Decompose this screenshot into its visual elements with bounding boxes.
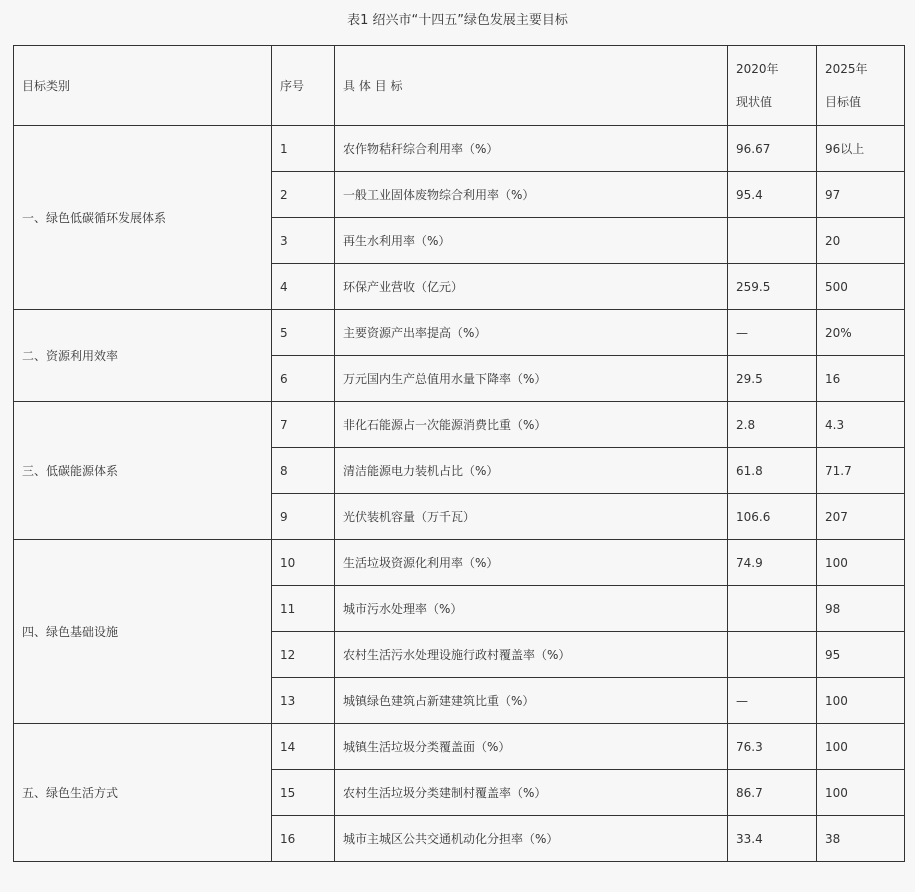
target-cell: 再生水利用率（%） [335, 218, 728, 264]
target-cell: 城镇绿色建筑占新建建筑比重（%） [335, 678, 728, 724]
target-cell: 农作物秸秆综合利用率（%） [335, 126, 728, 172]
header-goal-label: 目标值 [825, 94, 862, 109]
index-cell: 7 [272, 402, 335, 448]
index-cell: 2 [272, 172, 335, 218]
target-cell: 城市主城区公共交通机动化分担率（%） [335, 816, 728, 862]
index-cell: 5 [272, 310, 335, 356]
goal-value-cell: 100 [817, 724, 905, 770]
goal-value-cell: 100 [817, 770, 905, 816]
index-cell: 6 [272, 356, 335, 402]
header-category: 目标类别 [14, 46, 272, 126]
goal-value-cell: 20% [817, 310, 905, 356]
table-row [14, 310, 905, 356]
table-row [14, 540, 905, 586]
table-row [14, 724, 905, 770]
table-title: 表1 绍兴市“十四五”绿色发展主要目标 [347, 13, 568, 28]
current-value-cell: 74.9 [728, 540, 817, 586]
goal-value-cell: 38 [817, 816, 905, 862]
goal-value-cell: 98 [817, 586, 905, 632]
header-row [14, 46, 905, 126]
category-cell: 二、资源利用效率 [14, 310, 272, 402]
current-value-cell: 259.5 [728, 264, 817, 310]
table-row [14, 126, 905, 172]
target-cell: 主要资源产出率提高（%） [335, 310, 728, 356]
target-cell: 一般工业固体废物综合利用率（%） [335, 172, 728, 218]
target-cell: 非化石能源占一次能源消费比重（%） [335, 402, 728, 448]
target-cell: 万元国内生产总值用水量下降率（%） [335, 356, 728, 402]
category-cell: 五、绿色生活方式 [14, 724, 272, 862]
goal-value-cell: 95 [817, 632, 905, 678]
current-value-cell: — [728, 678, 817, 724]
index-cell: 4 [272, 264, 335, 310]
index-cell: 13 [272, 678, 335, 724]
current-value-cell [728, 218, 817, 264]
goal-value-cell: 500 [817, 264, 905, 310]
goal-value-cell: 16 [817, 356, 905, 402]
header-target: 具 体 目 标 [335, 46, 728, 126]
current-value-cell: 86.7 [728, 770, 817, 816]
index-cell: 11 [272, 586, 335, 632]
target-cell: 农村生活污水处理设施行政村覆盖率（%） [335, 632, 728, 678]
index-cell: 1 [272, 126, 335, 172]
current-value-cell: 95.4 [728, 172, 817, 218]
target-cell: 环保产业营收（亿元） [335, 264, 728, 310]
header-goal-year: 2025年 [825, 61, 868, 76]
goal-value-cell: 97 [817, 172, 905, 218]
goal-value-cell: 20 [817, 218, 905, 264]
header-current-label: 现状值 [736, 94, 773, 109]
current-value-cell [728, 632, 817, 678]
index-cell: 15 [272, 770, 335, 816]
index-cell: 3 [272, 218, 335, 264]
target-cell: 城镇生活垃圾分类覆盖面（%） [335, 724, 728, 770]
index-cell: 9 [272, 494, 335, 540]
goal-value-cell: 207 [817, 494, 905, 540]
target-cell: 城市污水处理率（%） [335, 586, 728, 632]
goal-value-cell: 4.3 [817, 402, 905, 448]
category-cell: 三、低碳能源体系 [14, 402, 272, 540]
current-value-cell: — [728, 310, 817, 356]
current-value-cell: 96.67 [728, 126, 817, 172]
current-value-cell: 29.5 [728, 356, 817, 402]
category-cell: 一、绿色低碳循环发展体系 [14, 126, 272, 310]
current-value-cell: 106.6 [728, 494, 817, 540]
current-value-cell: 61.8 [728, 448, 817, 494]
goal-value-cell: 96以上 [817, 126, 905, 172]
goal-value-cell: 100 [817, 540, 905, 586]
current-value-cell: 76.3 [728, 724, 817, 770]
goal-value-cell: 100 [817, 678, 905, 724]
current-value-cell: 33.4 [728, 816, 817, 862]
index-cell: 10 [272, 540, 335, 586]
header-index: 序号 [272, 46, 335, 126]
index-cell: 8 [272, 448, 335, 494]
header-current [728, 46, 817, 126]
goal-value-cell: 71.7 [817, 448, 905, 494]
target-cell: 光伏装机容量（万千瓦） [335, 494, 728, 540]
table-row [14, 402, 905, 448]
category-cell: 四、绿色基础设施 [14, 540, 272, 724]
current-value-cell [728, 586, 817, 632]
header-goal [817, 46, 905, 126]
target-cell: 农村生活垃圾分类建制村覆盖率（%） [335, 770, 728, 816]
index-cell: 14 [272, 724, 335, 770]
current-value-cell: 2.8 [728, 402, 817, 448]
target-cell: 清洁能源电力装机占比（%） [335, 448, 728, 494]
header-current-year: 2020年 [736, 61, 779, 76]
target-cell: 生活垃圾资源化利用率（%） [335, 540, 728, 586]
green-development-targets-table [13, 45, 905, 862]
index-cell: 12 [272, 632, 335, 678]
index-cell: 16 [272, 816, 335, 862]
